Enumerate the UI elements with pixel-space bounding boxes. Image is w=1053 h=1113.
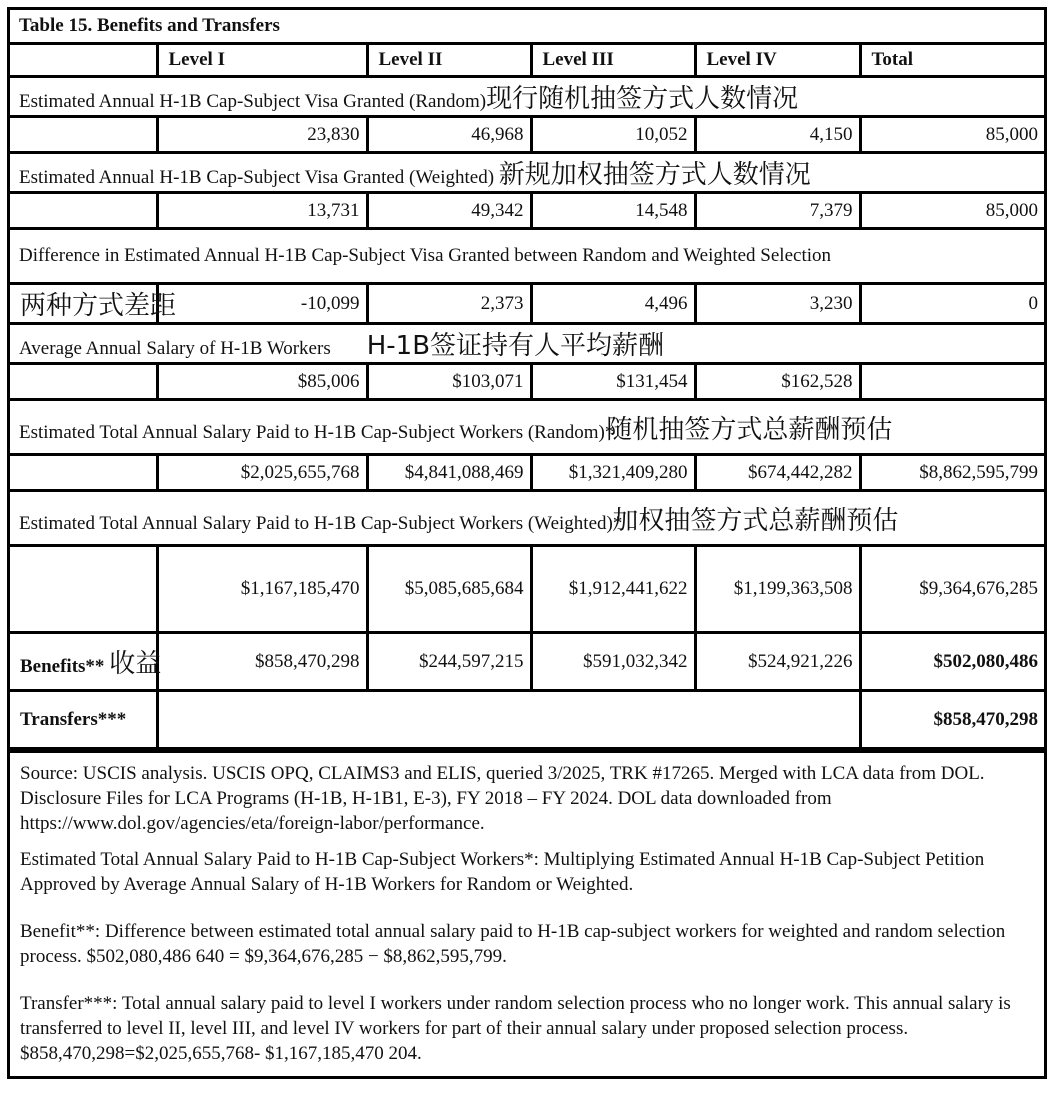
table-row-avg-salary [10, 364, 1044, 400]
section-label-cell [10, 153, 1044, 193]
chinese-annotation: 收益 [109, 649, 162, 679]
section-label: Estimated Total Annual Salary Paid to H-1B Cap-Subject Workers (Weighted)* [19, 512, 623, 534]
cell-level-2: 2,373 [367, 284, 531, 324]
section-label: Estimated Annual H-1B Cap-Subject Visa Granted (Weighted) [19, 167, 495, 188]
row-label-empty [10, 455, 157, 491]
transfers-empty-cell [157, 691, 860, 749]
cell-level-4: $674,442,282 [695, 455, 860, 491]
cell-level-4: 7,379 [695, 193, 860, 229]
cell-total: $502,080,486 [860, 633, 1044, 691]
column-header-total: Total [860, 44, 1044, 77]
cell-level-2: $244,597,215 [367, 633, 531, 691]
section-label: Difference in Estimated Annual H-1B Cap-Subject Visa Granted between Random and Weighted Selection [10, 229, 1044, 284]
row-label-empty [10, 364, 157, 400]
cell-level-1: $2,025,655,768 [157, 455, 367, 491]
cell-level-1: -10,099 [157, 284, 367, 324]
cell-level-3: 14,548 [531, 193, 695, 229]
cell-level-3: $1,912,441,622 [531, 546, 695, 633]
row-label-empty [10, 193, 157, 229]
note-transfer: Transfer***: Total annual salary paid to level I workers under random selection process who no longer work. This annual salary is transferred to level II, level III, and level IV workers for part of their annual salary under proposed selection process. $858,470,298=$2,025,655,768- $1,167,185,470 204. [20, 993, 1011, 1064]
cell-level-3: $131,454 [531, 364, 695, 400]
table-row-transfers [10, 691, 1044, 749]
cell-total: $858,470,298 [860, 691, 1044, 749]
chinese-annotation: 新规加权抽签方式人数情况 [498, 160, 811, 190]
row-label-cell [10, 284, 177, 324]
column-header-level-2: Level II [367, 44, 531, 77]
section-row-difference [10, 229, 1044, 284]
note-benefit: Benefit**: Difference between estimated total annual salary paid to H-1B cap-subject workers for weighted and random selection process. $502,080,486 640 = $9,364,676,285 − $8,862,595,799. [20, 921, 1006, 967]
cell-level-3: $1,321,409,280 [531, 455, 695, 491]
section-row-random-visa [10, 77, 1044, 117]
table-row-random-salary [10, 455, 1044, 491]
section-row-weighted-visa [10, 153, 1044, 193]
cell-level-1: 23,830 [157, 117, 367, 153]
cell-level-2: $5,085,685,684 [367, 546, 531, 633]
section-label-cell [10, 324, 1044, 364]
chinese-annotation: 现行随机抽签方式人数情况 [486, 84, 799, 114]
chinese-annotation: 两种方式差距 [20, 291, 177, 321]
cell-level-2: $103,071 [367, 364, 531, 400]
cell-level-1: $1,167,185,470 [157, 546, 367, 633]
column-header-level-1: Level I [157, 44, 367, 77]
section-label-cell [10, 77, 1044, 117]
table-row-weighted-salary [10, 546, 1044, 633]
section-row-weighted-salary [10, 491, 1044, 546]
row-label-benefits: Benefits** [20, 656, 105, 677]
section-label-cell [10, 400, 1044, 455]
table-notes [10, 750, 1044, 1076]
cell-total: 85,000 [860, 193, 1044, 229]
cell-level-1: $858,470,298 [157, 633, 367, 691]
section-row-random-salary [10, 400, 1044, 455]
table-title-row [10, 10, 1044, 44]
table-row-weighted-visa [10, 193, 1044, 229]
cell-level-4: 4,150 [695, 117, 860, 153]
cell-level-2: 46,968 [367, 117, 531, 153]
row-label-empty [10, 117, 157, 153]
cell-level-4: $1,199,363,508 [695, 546, 860, 633]
table-row-random-visa [10, 117, 1044, 153]
benefits-transfers-table-frame [7, 7, 1047, 1079]
section-row-avg-salary [10, 324, 1044, 364]
chinese-annotation: H-1B签证持有人平均薪酬 [366, 331, 665, 361]
table-row-benefits [10, 633, 1044, 691]
cell-level-4: $524,921,226 [695, 633, 860, 691]
cell-level-4: 3,230 [695, 284, 860, 324]
row-label-transfers: Transfers*** [10, 691, 157, 749]
cell-level-2: 49,342 [367, 193, 531, 229]
cell-level-3: 4,496 [531, 284, 695, 324]
chinese-annotation: 加权抽签方式总薪酬预估 [612, 505, 899, 536]
row-label-cell [10, 633, 162, 691]
cell-level-4: $162,528 [695, 364, 860, 400]
cell-total: 85,000 [860, 117, 1044, 153]
cell-level-2: $4,841,088,469 [367, 455, 531, 491]
column-header-level-3: Level III [531, 44, 695, 77]
cell-total: 0 [860, 284, 1044, 324]
cell-level-1: 13,731 [157, 193, 367, 229]
cell-level-3: $591,032,342 [531, 633, 695, 691]
benefits-transfers-table [10, 10, 1044, 750]
cell-total [860, 364, 1044, 400]
column-header-level-4: Level IV [695, 44, 860, 77]
section-label: Average Annual Salary of H-1B Workers [19, 338, 331, 359]
cell-level-1: $85,006 [157, 364, 367, 400]
cell-total: $8,862,595,799 [860, 455, 1044, 491]
section-label-cell [10, 491, 1044, 546]
cell-level-3: 10,052 [531, 117, 695, 153]
cell-total: $9,364,676,285 [860, 546, 1044, 633]
column-header-blank [10, 44, 157, 77]
table-row-difference [10, 284, 1044, 324]
row-label-empty [10, 546, 157, 633]
column-header-row [10, 44, 1044, 77]
section-label: Estimated Total Annual Salary Paid to H-1B Cap-Subject Workers (Random)* [19, 421, 615, 443]
note-total-salary: Estimated Total Annual Salary Paid to H-1B Cap-Subject Workers*: Multiplying Estimated Annual H-1B Cap-Subject Petition Approved by Average Annual Salary of H-1B Workers for Random or Weighted. [20, 849, 985, 895]
section-label: Estimated Annual H-1B Cap-Subject Visa Granted (Random) [19, 91, 487, 112]
chinese-annotation: 随机抽签方式总薪酬预估 [606, 414, 893, 445]
table-title: Table 15. Benefits and Transfers [10, 10, 1044, 44]
note-source: Source: USCIS analysis. USCIS OPQ, CLAIMS3 and ELIS, queried 3/2025, TRK #17265. Merged with LCA data from DOL. Disclosure Files for LCA Programs (H-1B, H-1B1, E-3), FY 2018 – FY 2024. DOL data downloaded from https://www.dol.gov/agencies/eta/foreign-labor/performance. [20, 763, 985, 834]
